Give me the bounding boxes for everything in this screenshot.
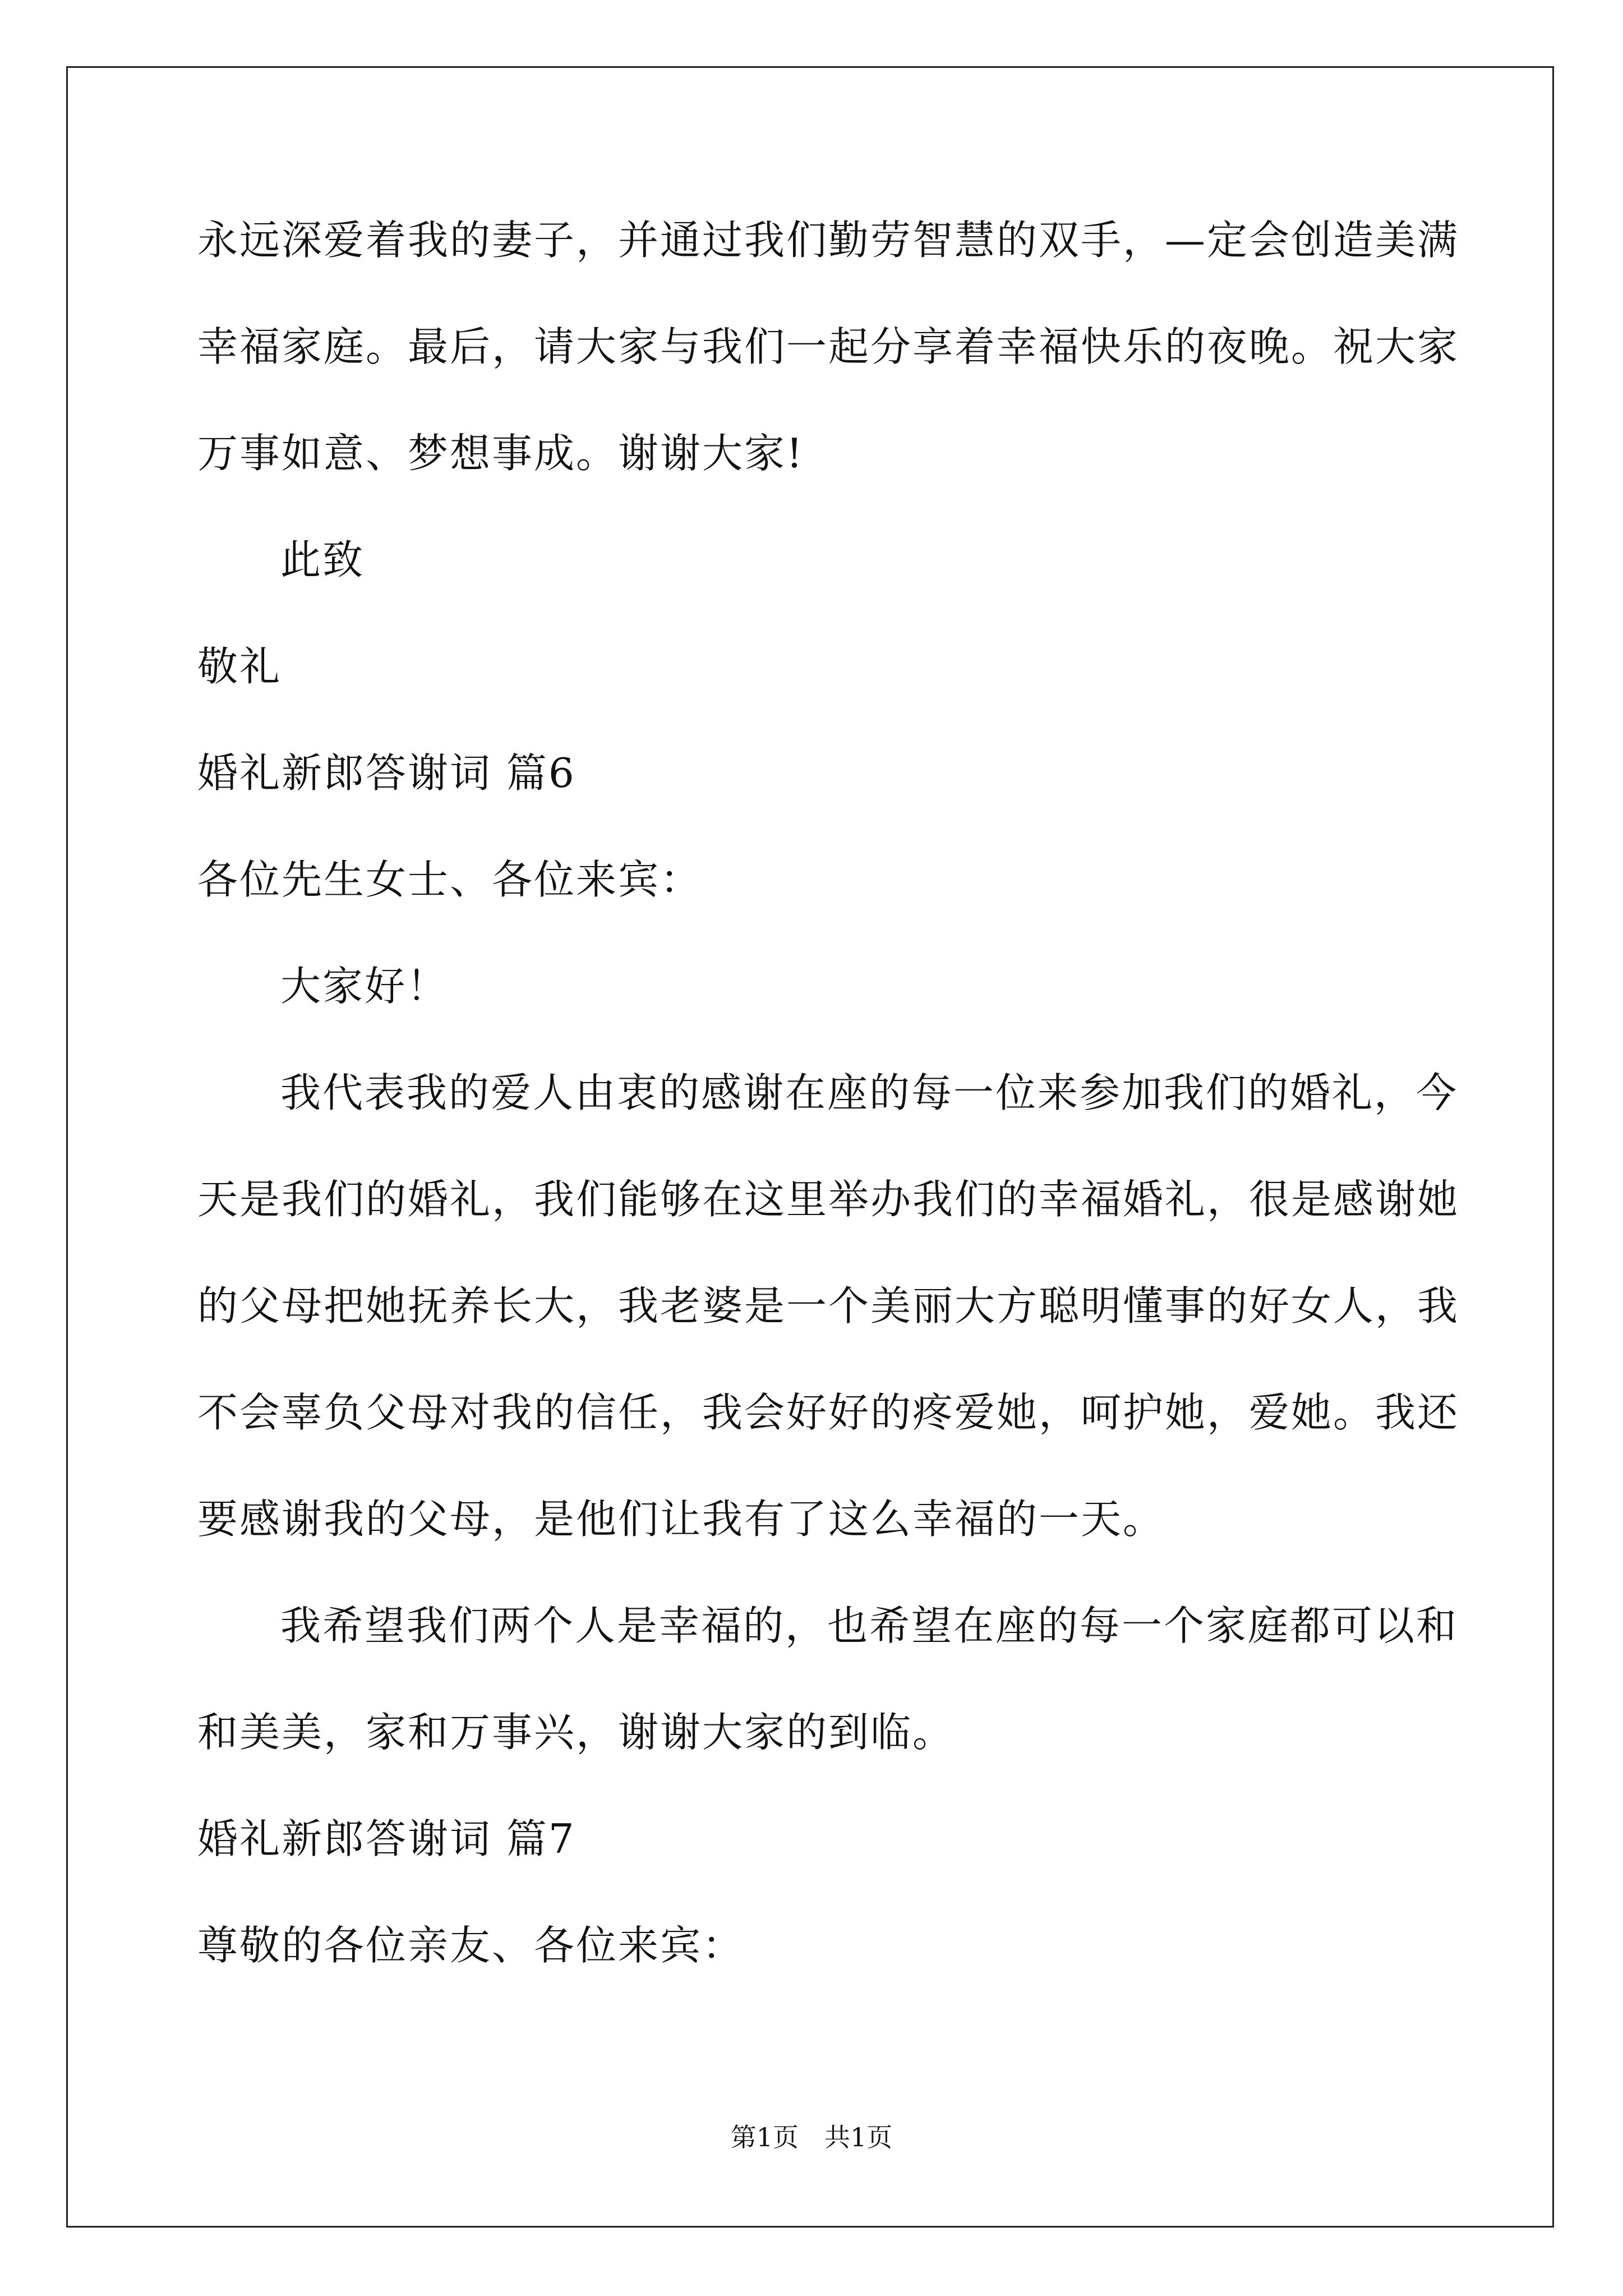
paragraph-line: 不会辜负父母对我的信任，我会好好的疼爱她，呵护她，爱她。我还: [197, 1389, 1460, 1436]
closing-salutation: 此致: [280, 536, 365, 583]
paragraph-line: 天是我们的婚礼，我们能够在这里举办我们的幸福婚礼，很是感谢她: [197, 1176, 1460, 1223]
section-heading: 婚礼新郎答谢词 篇7: [197, 1815, 576, 1862]
section-heading: 婚礼新郎答谢词 篇6: [197, 749, 576, 797]
paragraph-line: 要感谢我的父母，是他们让我有了这么幸福的一天。: [197, 1496, 1165, 1543]
greeting-line: 大家好！: [280, 963, 449, 1010]
paragraph-line: 和美美，家和万事兴，谢谢大家的到临。: [197, 1709, 955, 1756]
greeting-line: 尊敬的各位亲友、各位来宾：: [197, 1922, 745, 1969]
closing-regards: 敬礼: [197, 643, 282, 690]
paragraph-line: 我希望我们两个人是幸福的，也希望在座的每一个家庭都可以和: [280, 1602, 1459, 1649]
paragraph-line: 永远深爱着我的妻子，并通过我们勤劳智慧的双手，—定会创造美满: [197, 217, 1460, 264]
paragraph-line: 我代表我的爱人由衷的感谢在座的每一位来参加我们的婚礼，今: [280, 1069, 1459, 1116]
greeting-line: 各位先生女士、各位来宾：: [197, 856, 703, 903]
paragraph-line: 的父母把她抚养长大，我老婆是一个美丽大方聪明懂事的好女人，我: [197, 1282, 1460, 1329]
page-footer: 第1页 共1页: [730, 2122, 893, 2152]
paragraph-line: 幸福家庭。最后，请大家与我们一起分享着幸福快乐的夜晚。祝大家: [197, 323, 1460, 370]
page-border: [66, 66, 1554, 2228]
paragraph-line: 万事如意、梦想事成。谢谢大家!: [197, 430, 804, 477]
